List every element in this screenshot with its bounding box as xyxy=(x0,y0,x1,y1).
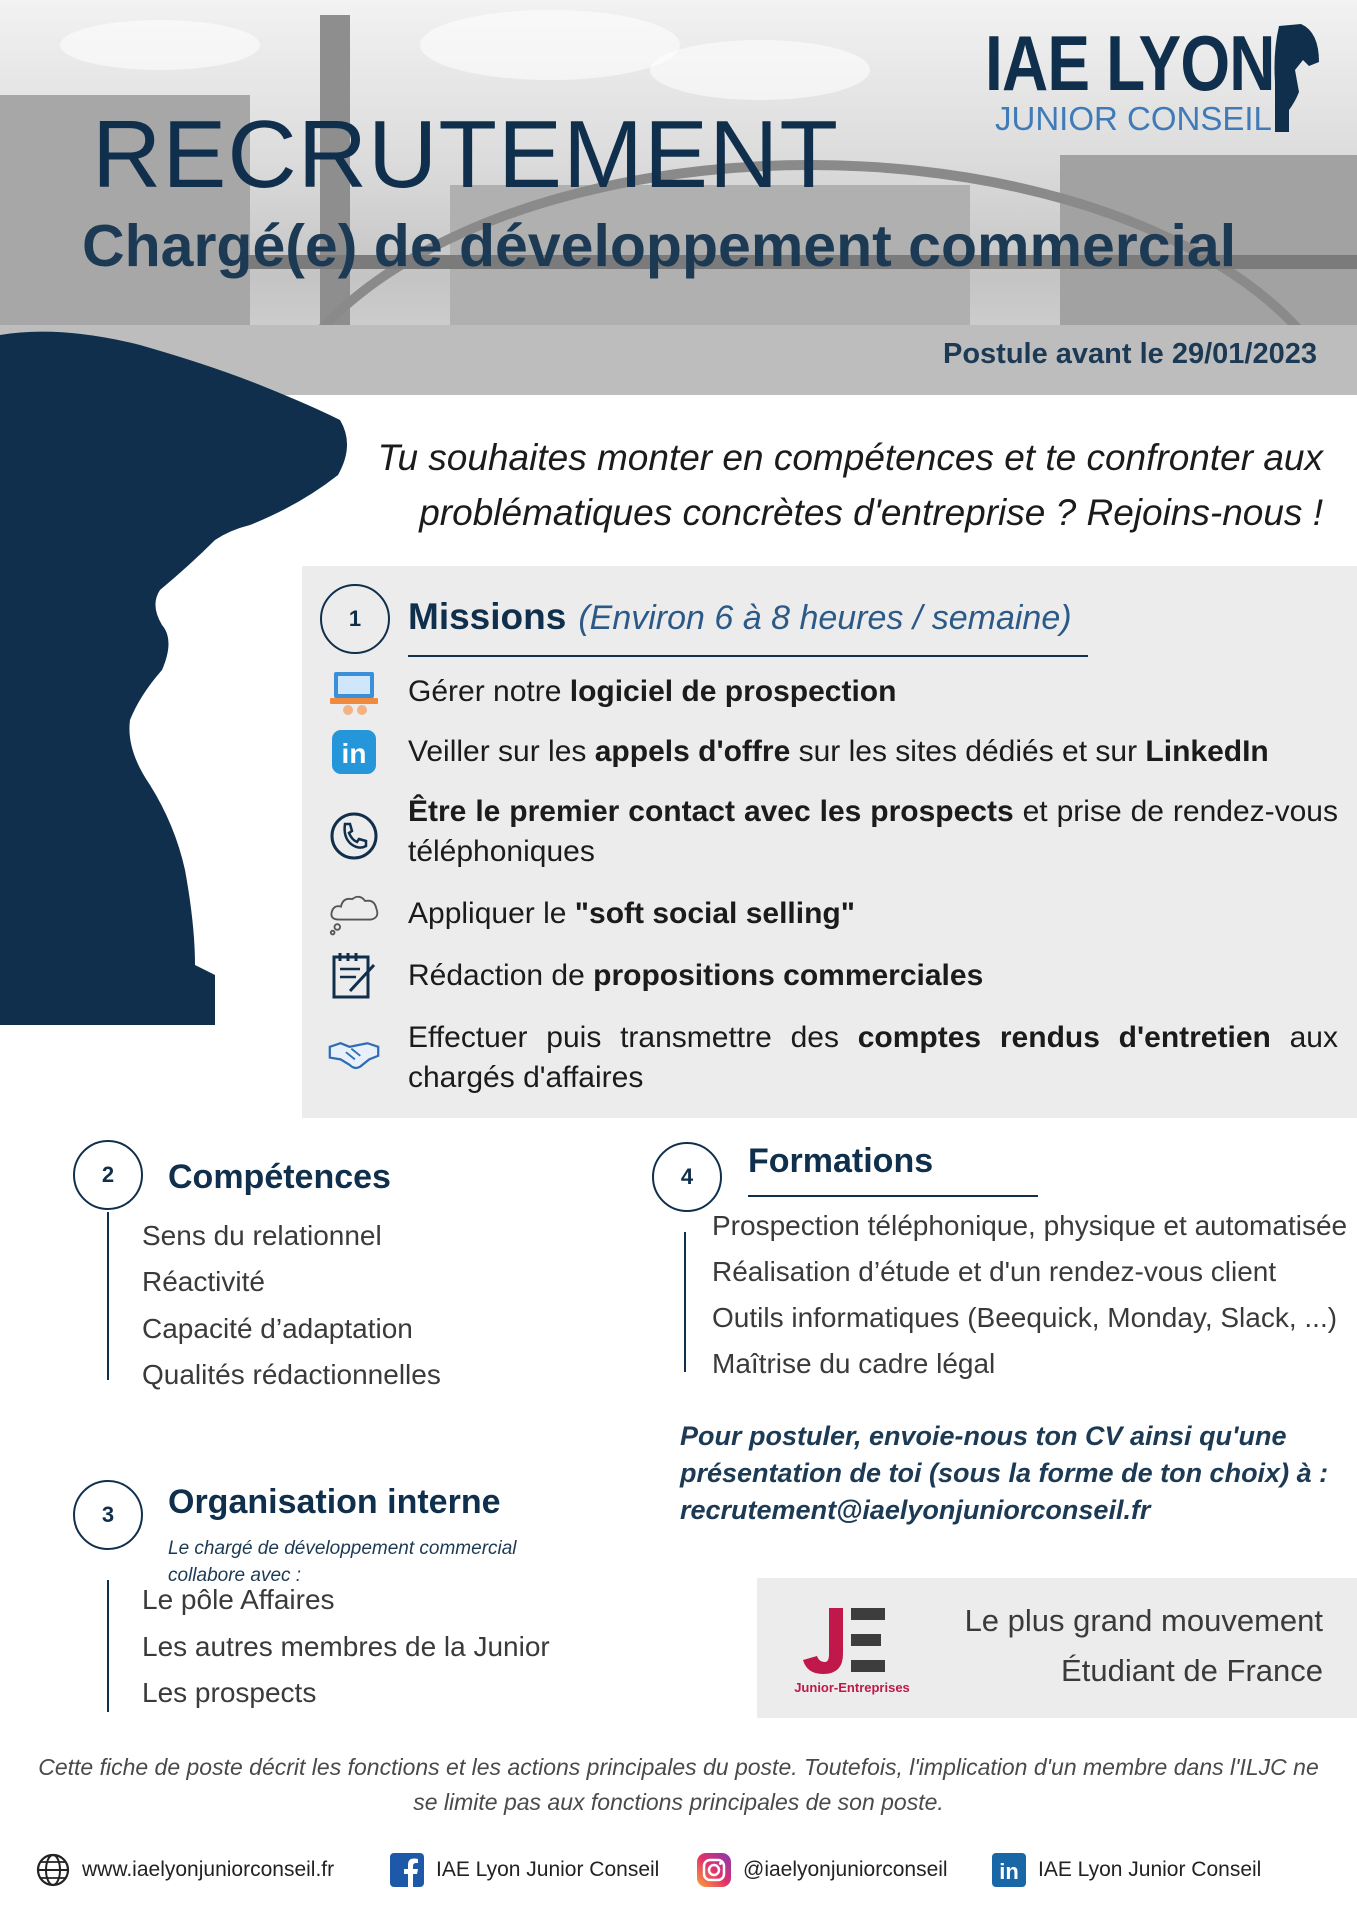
job-title: Chargé(e) de développement commercial xyxy=(82,213,1237,279)
mission-text: Effectuer puis transmettre des comptes rendus d'entretien aux chargés d'affaires xyxy=(408,1021,1338,1094)
heading-underline xyxy=(408,655,1088,657)
cloud-icon xyxy=(328,888,380,940)
mission-item xyxy=(328,888,1338,940)
footer-facebook-text: IAE Lyon Junior Conseil xyxy=(436,1858,660,1881)
svg-text:in: in xyxy=(341,738,367,769)
list-item: Prospection téléphonique, physique et automatisée xyxy=(712,1210,1348,1241)
footer xyxy=(0,1850,1357,1900)
linkedin-icon xyxy=(328,726,380,778)
missions-heading xyxy=(408,596,1072,638)
logo-subtitle: JUNIOR CONSEIL xyxy=(995,100,1272,137)
list-item: Réalisation d’étude et d'un rendez-vous client xyxy=(712,1256,1277,1287)
mission-text: Gérer notre logiciel de prospection xyxy=(408,675,897,708)
missions-panel xyxy=(302,566,1357,1118)
instagram-icon xyxy=(695,1851,733,1889)
list-item: Réactivité xyxy=(142,1266,265,1297)
mission-text: Être le premier contact avec les prospects et prise de rendez-vous téléphoniques xyxy=(408,795,1338,868)
list-item: Les prospects xyxy=(142,1677,317,1708)
laptop-icon xyxy=(328,666,380,718)
heading-underline xyxy=(748,1195,1038,1197)
intro-line-1: Tu souhaites monter en compétences et te confronter aux xyxy=(377,437,1323,478)
footer-instagram-text: @iaelyonjuniorconseil xyxy=(743,1858,948,1881)
list-item: Outils informatiques (Beequick, Monday, Slack, ...) xyxy=(712,1302,1338,1333)
list-item: Qualités rédactionnelles xyxy=(142,1359,441,1390)
organisation-note xyxy=(168,1535,517,1589)
section-number: 1 xyxy=(320,584,390,654)
section-vertical-line xyxy=(107,1212,109,1380)
missions-title: Missions xyxy=(408,596,567,637)
footer-instagram-link[interactable] xyxy=(695,1850,948,1890)
list-item: Maîtrise du cadre légal xyxy=(712,1348,996,1379)
disclaimer-line: Cette fiche de poste décrit les fonctions et les actions principales du poste. Toutefois, l'implication d'un membre dans l'ILJC ne xyxy=(38,1754,1319,1780)
section-number: 4 xyxy=(652,1142,722,1212)
intro-line-2: problématiques concrètes d'entreprise ? Rejoins-nous ! xyxy=(419,492,1323,533)
competences-heading: Compétences xyxy=(168,1158,391,1196)
section-number: 3 xyxy=(73,1480,143,1550)
formations-heading: Formations xyxy=(748,1142,934,1180)
mission-item xyxy=(328,1014,1338,1104)
globe-icon xyxy=(34,1851,72,1889)
apply-line: présentation de toi (sous la forme de ton choix) à : xyxy=(680,1458,1329,1488)
phone-icon xyxy=(328,810,380,862)
cloud-shape xyxy=(650,40,870,100)
je-tagline xyxy=(965,1596,1323,1696)
apply-email-link[interactable]: recrutement@iaelyonjuniorconseil.fr xyxy=(680,1495,1151,1525)
footer-facebook-link[interactable] xyxy=(388,1850,659,1890)
footer-website-link[interactable] xyxy=(34,1850,334,1890)
apply-line: Pour postuler, envoie-nous ton CV ainsi qu'une xyxy=(680,1421,1287,1451)
page-title: RECRUTEMENT xyxy=(92,101,839,208)
footer-linkedin-link[interactable] xyxy=(990,1850,1261,1890)
je-tagline-line: Le plus grand mouvement xyxy=(964,1603,1323,1638)
footer-linkedin-text: IAE Lyon Junior Conseil xyxy=(1038,1858,1262,1881)
deadline: Postule avant le 29/01/2023 xyxy=(943,338,1317,370)
list-item: Le pôle Affaires xyxy=(142,1584,335,1615)
mission-text: Veiller sur les appels d'offre sur les sites dédiés et sur LinkedIn xyxy=(408,735,1269,768)
note-line: Le chargé de développement commercial xyxy=(168,1538,517,1559)
je-tagline-line: Étudiant de France xyxy=(1061,1653,1323,1688)
je-logo-caption: Junior-Entreprises xyxy=(794,1680,910,1695)
logo-name: IAE LYON xyxy=(985,19,1275,107)
intro-text xyxy=(323,430,1323,540)
list-item: Capacité d’adaptation xyxy=(142,1313,413,1344)
cloud-shape xyxy=(60,20,260,70)
junior-entreprises-panel xyxy=(757,1578,1357,1718)
knight-logo-icon xyxy=(1273,22,1321,134)
list-item: Les autres membres de la Junior xyxy=(142,1631,550,1662)
section-number: 2 xyxy=(73,1140,143,1210)
iae-lyon-logo xyxy=(985,18,1345,138)
mission-text: Appliquer le "soft social selling" xyxy=(408,897,855,930)
footer-website-text: www.iaelyonjuniorconseil.fr xyxy=(82,1858,335,1881)
mission-item xyxy=(328,726,1338,778)
note-line: collabore avec : xyxy=(168,1565,302,1586)
section-vertical-line xyxy=(107,1580,109,1712)
mission-item xyxy=(328,788,1338,878)
cloud-shape xyxy=(420,10,680,80)
notepad-icon xyxy=(328,950,380,1002)
junior-entreprises-logo xyxy=(787,1602,917,1698)
section-vertical-line xyxy=(684,1232,686,1372)
mission-item xyxy=(328,666,1338,718)
handshake-icon xyxy=(328,1028,380,1080)
mission-text: Rédaction de propositions commerciales xyxy=(408,959,984,992)
disclaimer xyxy=(20,1750,1337,1820)
mission-item xyxy=(328,950,1338,1002)
missions-subtitle: (Environ 6 à 8 heures / semaine) xyxy=(578,599,1072,637)
disclaimer-line: se limite pas aux fonctions principales de son poste. xyxy=(413,1789,944,1815)
linkedin-icon xyxy=(990,1851,1028,1889)
organisation-heading: Organisation interne xyxy=(168,1483,501,1521)
apply-instructions xyxy=(680,1418,1340,1529)
svg-text:in: in xyxy=(999,1859,1019,1884)
list-item: Sens du relationnel xyxy=(142,1220,382,1251)
facebook-icon xyxy=(388,1851,426,1889)
